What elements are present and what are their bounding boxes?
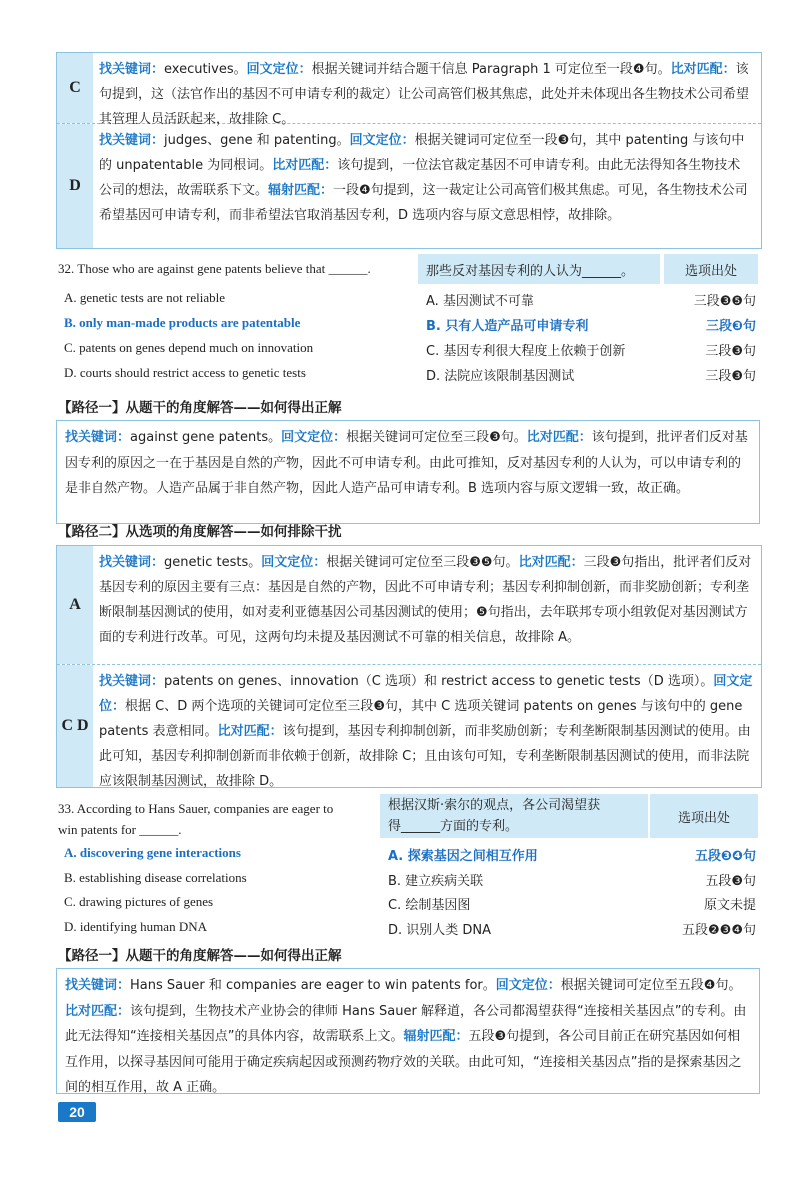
q32-question-cn (418, 254, 660, 284)
q32-question-en: 32. Those who are against gene patents believe that ______. (58, 261, 371, 276)
q33-question-cn-line1: 根据汉斯·索尔的观点，各公司渴望获 (388, 798, 601, 813)
option-cn: D. 法院应该限制基因测试 (426, 369, 575, 384)
q32-source-header (664, 254, 758, 284)
analysis-text: 根据关键词可定位至一段❸句，其中 patenting 与该句中的 unpatentable 为同根词。 (99, 133, 745, 173)
keyword-label: 辐射匹配： (403, 1029, 469, 1044)
option-source: 五段❸❹句 (694, 849, 756, 864)
keyword-label: 找关键词： (65, 978, 131, 993)
analysis-text: 根据关键词并结合题干信息 Paragraph 1 可定位至一段❹句。 (311, 62, 671, 77)
option-row-c (57, 53, 761, 127)
keyword-label: 回文定位： (261, 555, 327, 570)
q32-question-cn-text: 那些反对基因专利的人认为______。 (426, 263, 635, 279)
option-en: B. establishing disease correlations (64, 869, 247, 885)
option-analysis-text (93, 124, 761, 248)
q33-question-cn-line2: 得______方面的专利。 (388, 819, 519, 834)
analysis-text: 三段❸句指出，批评者们反对基因专利的原因主要有三点：基因是自然的产物，因此不可申请专利；基因专利抑制创新，而非奖励创新；专利垄断限制基因测试的使用，如对麦利亚德基因公司基因测试的使用；❺句指出，去年联邦专项小组敦促对基因测试方面的专利进行改革。可见，这两句均未提及基因测试不可靠的相关信息，故排除 A。 (99, 555, 752, 645)
analysis-text: 根据关键词可定位至三段❸❺句。 (326, 555, 519, 570)
keyword-label: 比对匹配： (526, 430, 592, 445)
analysis-text: 该句提到，基因专利抑制创新，而非奖励创新；专利垄断限制基因测试的使用。由此可知，基因专利抑制创新而非依赖于创新，故排除 C；且由该句可知，专利垄断限制基因测试的使用，而非法院应该限制基因测试，故排除 D。 (99, 724, 751, 789)
option-cn: A. 基因测试不可靠 (426, 294, 534, 309)
option-label: C (57, 53, 93, 123)
option-analysis-text (93, 53, 761, 127)
option-analysis-table-2 (56, 545, 762, 788)
keyword-label: 回文定位： (99, 674, 753, 714)
q33-question-cn (380, 794, 648, 838)
keyword-label: 比对匹配： (65, 1003, 131, 1019)
keyword-label: 比对匹配： (217, 724, 283, 739)
keyword-label: 辐射匹配： (268, 183, 334, 198)
option-source: 三段❸❺句 (693, 294, 756, 309)
analysis-text: 该句提到，生物技术产业协会的律师 Hans Sauer 解释道，各公司都渴望获得“连接相关基因点”的专利。由此无法得知“连接相关基因点”的具体内容，故需联系上文。 (65, 1003, 747, 1044)
option-en: A. discovering gene interactions (64, 845, 241, 860)
page-number: 20 (58, 1102, 96, 1122)
q33-question-en (58, 798, 378, 840)
option-source: 五段❸句 (705, 873, 756, 889)
keyword-label: 找关键词： (65, 430, 131, 445)
keyword-label: 回文定位： (495, 978, 561, 993)
option-cn: D. 识别人类 DNA (388, 922, 492, 938)
keyword-label: 比对匹配： (518, 555, 584, 570)
option-row-d (57, 124, 761, 248)
option-source: 五段❷❸❹句 (682, 922, 756, 938)
q32-path1-box (56, 420, 760, 524)
q33-path1-box (56, 968, 760, 1094)
option-en: C. drawing pictures of genes (64, 894, 214, 909)
option-en: D. courts should restrict access to genetic tests (64, 365, 306, 380)
analysis-text: 根据关键词可定位至五段❹句。 (560, 978, 742, 993)
option-row-a (57, 546, 761, 665)
q33-question-en-line2: win patents for ______. (58, 822, 182, 837)
analysis-text: 五段❸句提到，各公司目前正在研究基因如何相互作用，以探寻基因间可能用于确定疾病起因或预测药物疗效的关联。由此可知，“连接相关基因点”指的是探索基因之间的相互作用，故 A 正确。 (65, 1029, 742, 1095)
analysis-text: patents on genes、innovation（C 选项）和 restrict access to genetic tests（D 选项）。 (164, 674, 714, 689)
analysis-text: 该句提到，一位法官裁定基因不可申请专利。由此无法得知各生物技术公司的想法，故需联系下文。 (99, 158, 741, 198)
analysis-text: 该句提到，批评者们反对基因专利的原因之一在于基因是自然的产物，因此不可申请专利。由此可推知，反对基因专利的人认为，可以申请专利的是非自然产物。人造产品属于非自然产物，因此人造产品可申请专利。B 选项内容与原文逻辑一致，故正确。 (65, 430, 748, 496)
q32-path1-title: 【路径一】从题干的角度解答——如何得出正解 (58, 400, 342, 416)
option-cn: B. 建立疾病关联 (388, 873, 484, 889)
keyword-label: 找关键词： (99, 555, 165, 570)
analysis-text: Hans Sauer 和 companies are eager to win patents for。 (130, 978, 496, 993)
option-en: A. genetic tests are not reliable (64, 290, 225, 305)
keyword-label: 找关键词： (99, 133, 165, 148)
option-label: C D (57, 665, 93, 787)
analysis-text: 该句提到，这（法官作出的基因不可申请专利的裁定）让公司高管们极其焦虑，此处并未体现出各生物技术公司希望其管理人员活跃起来，故排除 C。 (99, 62, 750, 127)
analysis-text: executives。 (164, 62, 247, 77)
option-analysis-table-1 (56, 52, 762, 249)
option-source: 三段❸句 (705, 319, 756, 334)
analysis-text: genetic tests。 (164, 555, 262, 570)
option-cn: A. 探索基因之间相互作用 (388, 849, 538, 864)
keyword-label: 比对匹配： (272, 158, 338, 173)
keyword-label: 回文定位： (246, 62, 312, 77)
keyword-label: 回文定位： (349, 133, 415, 148)
q33-question-en-line1: 33. According to Hans Sauer, companies are eager to (58, 801, 334, 816)
q32-source-header-text: 选项出处 (684, 263, 737, 279)
option-source: 三段❸句 (705, 369, 756, 384)
keyword-label: 比对匹配： (670, 62, 736, 77)
option-cn: C. 绘制基因图 (388, 898, 471, 913)
keyword-label: 找关键词： (99, 62, 165, 77)
analysis-text: 根据 C、D 两个选项的关键词可定位至三段❸句，其中 C 选项关键词 patents on genes 与该句中的 gene patents 表意相同。 (99, 699, 743, 739)
keyword-label: 找关键词： (99, 674, 165, 689)
keyword-label: 回文定位： (281, 430, 347, 445)
option-label: D (57, 124, 93, 248)
option-en: D. identifying human DNA (64, 918, 207, 934)
analysis-text: 一段❹句提到，这一裁定让公司高管们极其焦虑。可见，各生物技术公司希望基因可申请专利，而非希望法官取消基因专利，D 选项内容与原文意思相悖，故排除。 (99, 183, 748, 223)
option-source: 三段❸句 (705, 344, 756, 359)
option-analysis-text (93, 665, 761, 787)
option-en: C. patents on genes depend much on innovation (64, 340, 314, 355)
option-analysis-text (93, 546, 761, 664)
option-en: B. only man-made products are patentable (64, 315, 301, 330)
option-source: 原文未提 (703, 898, 756, 913)
option-row-cd (57, 665, 761, 787)
option-label: A (57, 546, 93, 664)
option-cn: B. 只有人造产品可申请专利 (426, 319, 589, 334)
q33-path1-title: 【路径一】从题干的角度解答——如何得出正解 (58, 948, 342, 964)
q33-source-header-text: 选项出处 (677, 810, 730, 826)
analysis-text: against gene patents。 (130, 430, 282, 445)
q32-path2-title: 【路径二】从选项的角度解答——如何排除干扰 (58, 524, 342, 540)
q33-source-header (650, 794, 758, 838)
analysis-text: 根据关键词可定位至三段❸句。 (346, 430, 527, 445)
analysis-text: judges、gene 和 patenting。 (164, 133, 350, 148)
option-cn: C. 基因专利很大程度上依赖于创新 (426, 344, 626, 359)
